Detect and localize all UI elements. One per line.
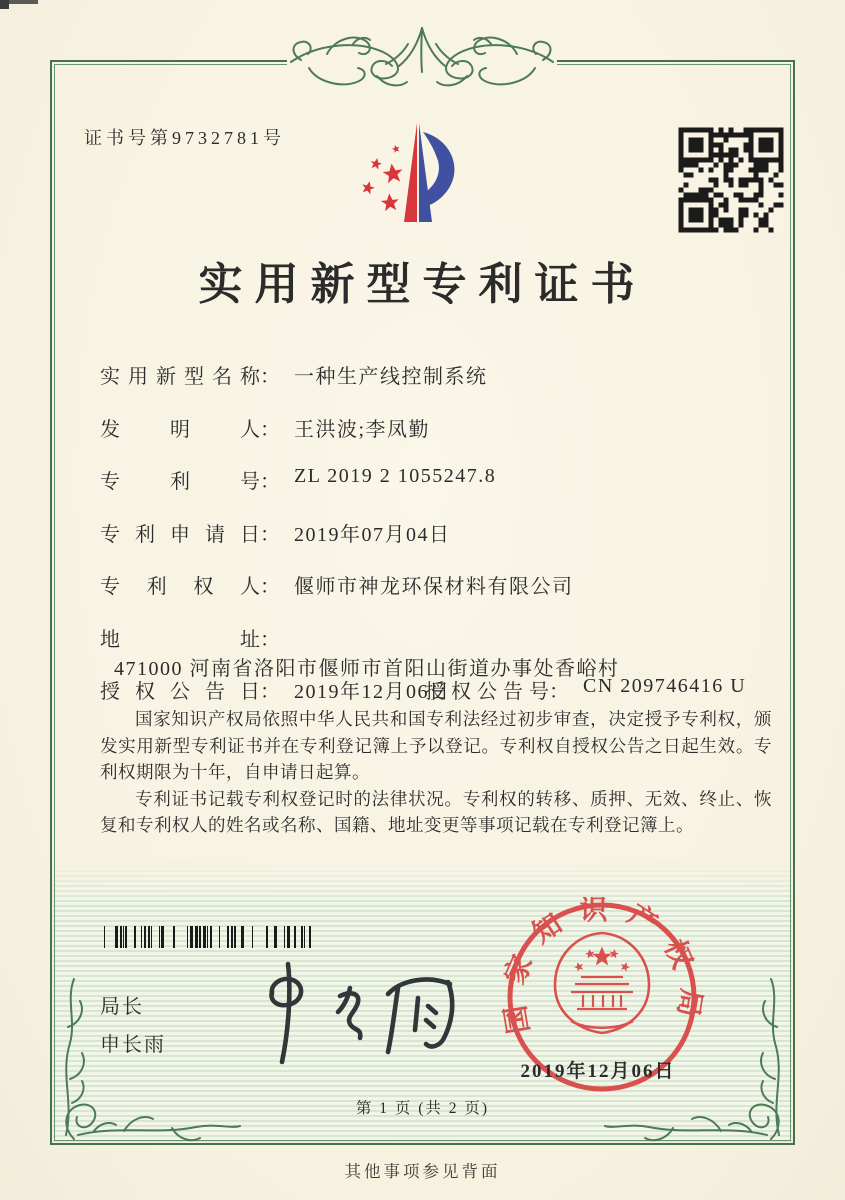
field-row-inventor xyxy=(100,413,772,443)
certificate-number: 证书号第9732781号 xyxy=(84,128,285,148)
field-label: 授权公告日 xyxy=(100,681,260,703)
field-label: 发明人 xyxy=(100,419,260,441)
director-signature xyxy=(238,958,468,1073)
back-side-note: 其他事项参见背面 xyxy=(344,1162,501,1181)
certificate-title: 实用新型专利证书 xyxy=(198,260,647,309)
field-colon: ： xyxy=(549,681,569,703)
logo-p-bowl xyxy=(423,132,454,207)
field-row-name xyxy=(100,360,772,390)
legal-paragraph-1: 国家知识产权局依照中华人民共和国专利法经过初步审查，决定授予专利权，颁发实用新型专利证书并在专利登记簿上予以登记。专利权自授权公告之日起生效。专利权期限为十年，自申请日起算。 xyxy=(100,709,772,783)
field-colon: ： xyxy=(260,366,280,388)
field-label: 授权公告号 xyxy=(425,681,549,703)
seal-date: 2019年12月06日 xyxy=(520,1061,676,1082)
field-label: 专利号 xyxy=(100,471,260,493)
field-row-patentee xyxy=(100,570,772,600)
field-colon: ： xyxy=(260,629,280,651)
field-label: 地址 xyxy=(100,629,260,651)
field-colon: ： xyxy=(260,576,280,598)
field-value: 2019年07月04日 xyxy=(294,524,451,546)
field-value: 2019年12月06日 xyxy=(294,681,451,703)
page-number: 第 1 页 (共 2 页) xyxy=(355,1100,490,1117)
qr-code xyxy=(678,127,784,233)
field-label: 专利申请日 xyxy=(100,524,260,546)
legal-text-block xyxy=(100,706,772,839)
field-row-patent-no xyxy=(100,465,772,495)
field-value: ZL 2019 2 1055247.8 xyxy=(294,465,497,487)
scan-artifact-corner xyxy=(0,0,9,9)
seal-emblem xyxy=(555,933,649,1033)
field-row-address xyxy=(100,623,772,680)
svg-text:国家知识产权局 xyxy=(497,897,706,1036)
field-colon: ： xyxy=(260,419,280,441)
field-value: 一种生产线控制系统 xyxy=(294,366,488,388)
top-flourish-ornament xyxy=(257,14,587,106)
field-label: 实用新型名称 xyxy=(100,366,260,388)
field-label: 专利权人 xyxy=(100,576,260,598)
field-value: 王洪波;李凤勤 xyxy=(294,419,431,441)
barcode xyxy=(100,926,320,953)
field-row-grant xyxy=(100,675,772,705)
field-group-grant-number xyxy=(425,675,746,704)
legal-paragraph-2: 专利证书记载专利权登记时的法律状况。专利权的转移、质押、无效、终止、恢复和专利权人的姓名或名称、国籍、地址变更等事项记载在专利登记簿上。 xyxy=(100,788,772,836)
cnipa-logo xyxy=(338,110,523,243)
field-colon: ： xyxy=(260,471,280,493)
field-value: 471000 河南省洛阳市偃师市首阳山街道办事处香峪村 xyxy=(114,658,620,680)
field-colon: ： xyxy=(260,681,280,703)
logo-stars xyxy=(360,144,404,212)
seal-ring-text: 国家知识产权局 xyxy=(497,897,707,1036)
field-value: 偃师市神龙环保材料有限公司 xyxy=(294,576,574,598)
field-value: CN 209746416 U xyxy=(583,675,747,697)
field-row-filing-date xyxy=(100,518,772,548)
field-colon: ： xyxy=(260,524,280,546)
director-name-label: 申长雨 xyxy=(100,1034,166,1056)
director-title-label: 局长 xyxy=(100,996,144,1018)
logo-wedge-red xyxy=(404,123,417,222)
